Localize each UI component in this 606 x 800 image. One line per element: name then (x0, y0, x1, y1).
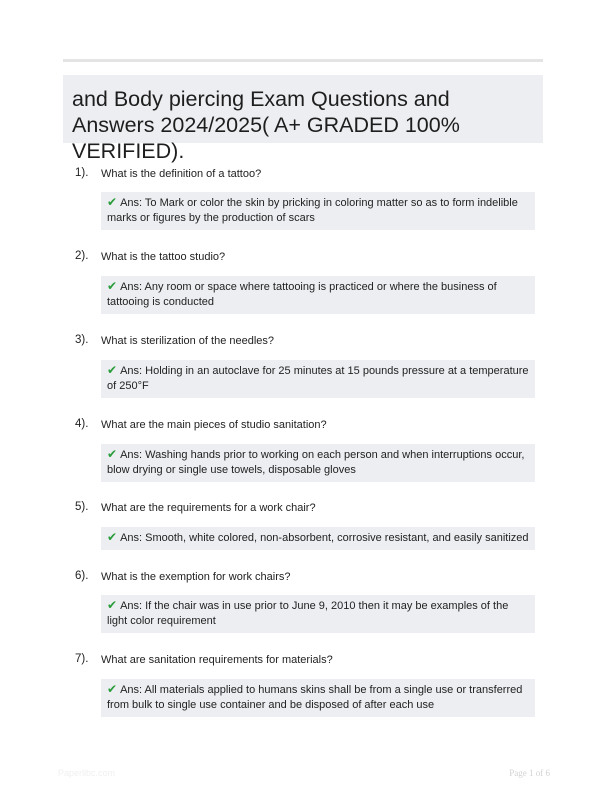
answer-text: Ans: Smooth, white colored, non-absorbent, corrosive resistant, and easily sanitized (120, 532, 529, 544)
page-number: Page 1 of 6 (509, 768, 550, 778)
answer-box (101, 444, 535, 482)
answer-box (101, 527, 535, 550)
check-mark-icon: ✔ (107, 279, 118, 293)
answer-text: Ans: All materials applied to humans skins shall be from a single use or transferred from bulk to single use container and be disposed of after each use (107, 684, 523, 711)
answer-box (101, 360, 535, 398)
check-mark-icon: ✔ (107, 530, 118, 544)
answer-text: Ans: Any room or space where tattooing is practiced or where the business of tattooing is conducted (107, 281, 497, 308)
check-mark-icon: ✔ (107, 195, 118, 209)
answer-text: Ans: Washing hands prior to working on each person and when interruptions occur, blow drying or single use towels, disposable gloves (107, 449, 525, 476)
question-number: 2). (75, 250, 89, 262)
top-divider (63, 59, 543, 62)
check-mark-icon: ✔ (107, 598, 118, 612)
question-number: 5). (75, 501, 89, 513)
question-number: 7). (75, 653, 89, 665)
question-text: What is sterilization of the needles? (101, 335, 275, 347)
question-text: What are the main pieces of studio sanitation? (101, 419, 327, 431)
question-text: What is the definition of a tattoo? (101, 168, 262, 180)
question-number: 4). (75, 418, 89, 430)
check-mark-icon: ✔ (107, 363, 118, 377)
question-number: 1). (75, 167, 89, 179)
answer-box (101, 192, 535, 230)
question-number: 3). (75, 334, 89, 346)
check-mark-icon: ✔ (107, 682, 118, 696)
answer-text: Ans: Holding in an autoclave for 25 minutes at 15 pounds pressure at a temperature of 250°F (107, 365, 529, 392)
answer-box (101, 679, 535, 717)
answer-text: Ans: To Mark or color the skin by pricking in coloring matter so as to form indelible marks or figures by the production of scars (107, 197, 518, 224)
check-mark-icon: ✔ (107, 447, 118, 461)
title-box (63, 75, 543, 163)
answer-box (101, 595, 535, 633)
question-text: What are the requirements for a work chair? (101, 502, 316, 514)
answer-text: Ans: If the chair was in use prior to June 9, 2010 then it may be examples of the light color requirement (107, 600, 509, 627)
answer-box (101, 276, 535, 314)
question-text: What is the exemption for work chairs? (101, 571, 291, 583)
question-text: What is the tattoo studio? (101, 251, 226, 263)
question-number: 6). (75, 570, 89, 582)
footer-watermark: Paperlibc.com (58, 768, 116, 778)
page-title: and Body piercing Exam Questions and Answers 2024/2025( A+ GRADED 100% VERIFIED). (72, 87, 460, 163)
question-text: What are sanitation requirements for materials? (101, 654, 333, 666)
